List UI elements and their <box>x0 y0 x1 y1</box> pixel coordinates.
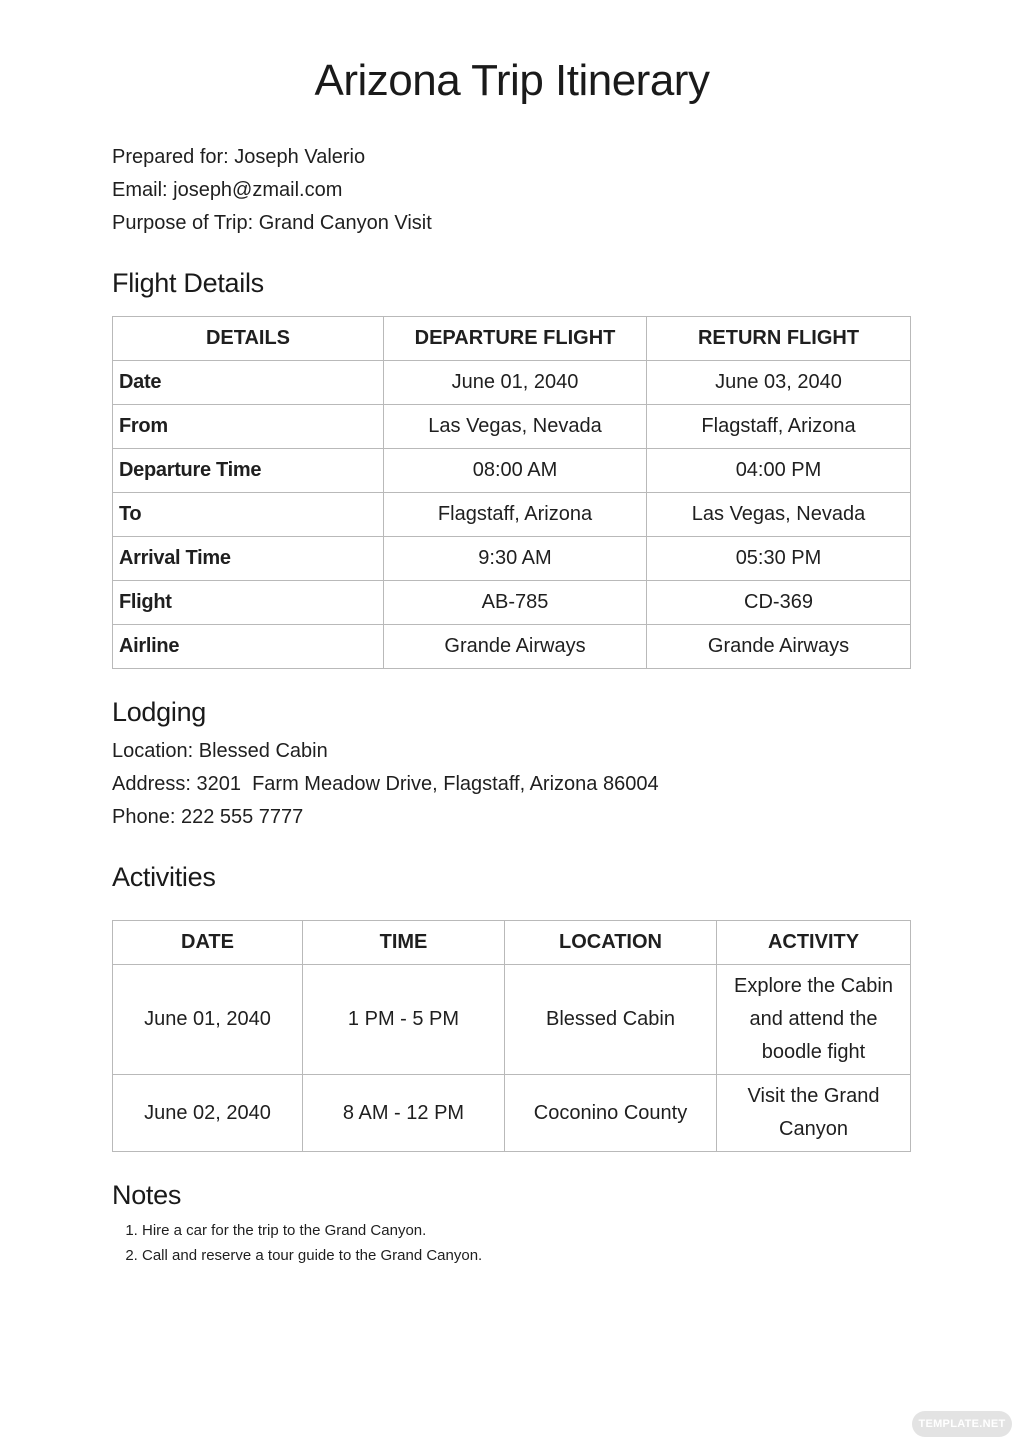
table-row <box>113 1075 911 1152</box>
row-label-airline: Airline <box>113 625 384 669</box>
flight-details-heading: Flight Details <box>112 268 264 298</box>
return-to: Las Vegas, Nevada <box>647 493 911 537</box>
activity-location: Coconino County <box>505 1075 717 1152</box>
return-date: June 03, 2040 <box>647 361 911 405</box>
row-label-arrival-time: Arrival Time <box>113 537 384 581</box>
activities-table <box>112 920 911 1152</box>
departure-date: June 01, 2040 <box>384 361 647 405</box>
activity-location: Blessed Cabin <box>505 965 717 1075</box>
column-header-time: TIME <box>303 921 505 965</box>
lodging-location-line: Location: Blessed Cabin <box>112 740 328 762</box>
lodging-info <box>112 735 912 834</box>
activity-time: 8 AM - 12 PM <box>303 1075 505 1152</box>
table-row <box>113 361 911 405</box>
trip-info <box>112 141 912 240</box>
row-label-flight: Flight <box>113 581 384 625</box>
departure-departure-time: 08:00 AM <box>384 449 647 493</box>
list-item: 2. Call and reserve a tour guide to the Grand Canyon. <box>142 1243 482 1268</box>
template-net-watermark[interactable]: TEMPLATE.NET <box>912 1411 1012 1437</box>
column-header-return-flight: RETURN FLIGHT <box>647 317 911 361</box>
purpose-line: Purpose of Trip: Grand Canyon Visit <box>112 212 432 234</box>
return-flight-number: CD-369 <box>647 581 911 625</box>
departure-arrival-time: 9:30 AM <box>384 537 647 581</box>
column-header-details: DETAILS <box>113 317 384 361</box>
notes-list <box>112 1218 482 1268</box>
activity-date: June 01, 2040 <box>113 965 303 1075</box>
row-label-date: Date <box>113 361 384 405</box>
activities-heading: Activities <box>112 862 216 892</box>
email-line: Email: joseph@zmail.com <box>112 179 343 201</box>
table-row <box>113 965 911 1075</box>
notes-heading: Notes <box>112 1180 182 1210</box>
list-item: 1. Hire a car for the trip to the Grand Canyon. <box>142 1218 482 1243</box>
departure-airline: Grande Airways <box>384 625 647 669</box>
return-airline: Grande Airways <box>647 625 911 669</box>
lodging-phone-line: Phone: 222 555 7777 <box>112 806 304 828</box>
table-row <box>113 449 911 493</box>
prepared-for-line: Prepared for: Joseph Valerio <box>112 146 366 168</box>
table-row <box>113 625 911 669</box>
return-arrival-time: 05:30 PM <box>647 537 911 581</box>
departure-from: Las Vegas, Nevada <box>384 405 647 449</box>
lodging-heading: Lodging <box>112 697 206 727</box>
departure-flight-number: AB-785 <box>384 581 647 625</box>
table-header-row <box>113 921 911 965</box>
activity-time: 1 PM - 5 PM <box>303 965 505 1075</box>
table-row <box>113 405 911 449</box>
table-header-row <box>113 317 911 361</box>
return-departure-time: 04:00 PM <box>647 449 911 493</box>
column-header-departure-flight: DEPARTURE FLIGHT <box>384 317 647 361</box>
lodging-address-line: Address: 3201 Farm Meadow Drive, Flagstaff, Arizona 86004 <box>112 773 659 795</box>
table-row <box>113 493 911 537</box>
return-from: Flagstaff, Arizona <box>647 405 911 449</box>
activity-date: June 02, 2040 <box>113 1075 303 1152</box>
activity-description: Explore the Cabin and attend the boodle fight <box>717 965 911 1075</box>
table-row <box>113 537 911 581</box>
flight-details-table <box>112 316 911 669</box>
departure-to: Flagstaff, Arizona <box>384 493 647 537</box>
document-title: Arizona Trip Itinerary <box>314 56 710 105</box>
row-label-from: From <box>113 405 384 449</box>
table-row <box>113 581 911 625</box>
row-label-departure-time: Departure Time <box>113 449 384 493</box>
column-header-date: DATE <box>113 921 303 965</box>
column-header-activity: ACTIVITY <box>717 921 911 965</box>
row-label-to: To <box>113 493 384 537</box>
activity-description: Visit the Grand Canyon <box>717 1075 911 1152</box>
column-header-location: LOCATION <box>505 921 717 965</box>
